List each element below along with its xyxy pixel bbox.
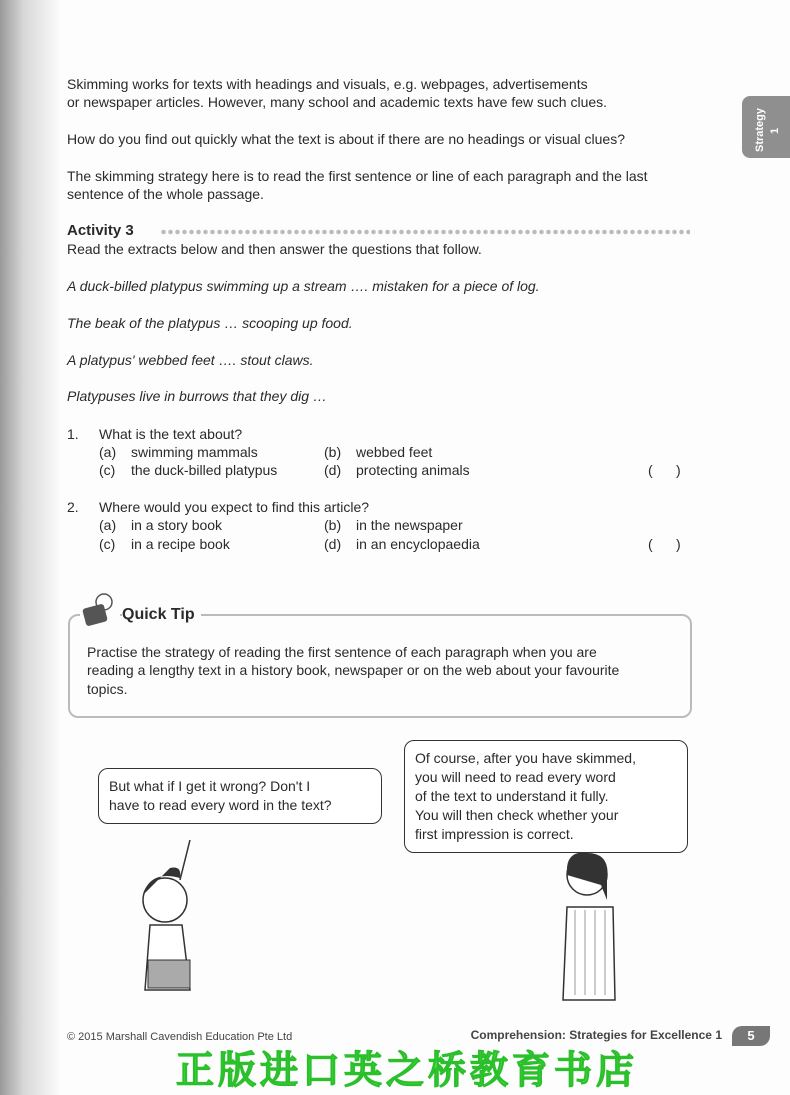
option-letter: (a)	[99, 517, 117, 533]
tab-label: Strategy	[754, 107, 766, 152]
answer-blank[interactable]: ( )	[648, 462, 681, 478]
option-text: in an encyclopaedia	[356, 536, 480, 552]
tab-number: 1	[769, 127, 781, 134]
option-text: the duck-billed platypus	[131, 462, 278, 478]
bubble-line: you will need to read every word	[415, 769, 616, 785]
option-text: in the newspaper	[356, 517, 463, 533]
page-number: 5	[732, 1026, 770, 1046]
intro-line: or newspaper articles. However, many school and academic texts have few such clues.	[67, 94, 608, 110]
quick-tip-title: Quick Tip	[122, 606, 201, 624]
woman-illustration	[545, 845, 635, 1005]
page-edge-shadow	[0, 0, 60, 1095]
option-letter: (a)	[99, 444, 117, 460]
girl-illustration	[120, 840, 230, 1010]
tip-line: reading a lengthy text in a history book, newspaper or on the web about your favourite	[87, 662, 620, 678]
book-title: Comprehension: Strategies for Excellence 1	[470, 1028, 722, 1042]
answer-blank[interactable]: ( )	[648, 536, 681, 552]
bubble-line: But what if I get it wrong? Don't I	[109, 778, 311, 794]
speech-bubble-left	[98, 768, 382, 824]
question-text: Where would you expect to find this article?	[99, 499, 370, 515]
option-text: in a story book	[131, 517, 223, 533]
option-letter: (d)	[324, 462, 342, 478]
bubble-line: Of course, after you have skimmed,	[415, 750, 636, 766]
intro-line: Skimming works for texts with headings and visuals, e.g. webpages, advertisements	[67, 76, 588, 92]
question-number: 2.	[67, 499, 79, 515]
question-number: 1.	[67, 426, 79, 442]
intro-question: How do you find out quickly what the text is about if there are no headings or visual clues?	[67, 131, 625, 147]
intro-line: sentence of the whole passage.	[67, 186, 264, 202]
extract: Platypuses live in burrows that they dig …	[67, 388, 327, 404]
bubble-line: first impression is correct.	[415, 826, 574, 842]
activity-instruction: Read the extracts below and then answer the questions that follow.	[67, 241, 482, 257]
copyright: © 2015 Marshall Cavendish Education Pte Ltd	[67, 1031, 293, 1043]
option-text: protecting animals	[356, 462, 470, 478]
option-letter: (b)	[324, 517, 342, 533]
option-letter: (b)	[324, 444, 342, 460]
bubble-line: of the text to understand it fully.	[415, 788, 609, 804]
extract: The beak of the platypus … scooping up food.	[67, 315, 353, 331]
lightbulb-book-icon	[80, 590, 120, 630]
option-letter: (c)	[99, 536, 116, 552]
bubble-line: You will then check whether your	[415, 807, 619, 823]
intro-line: The skimming strategy here is to read the first sentence or line of each paragraph and the last	[67, 168, 648, 184]
tip-line: Practise the strategy of reading the first sentence of each paragraph when you are	[87, 644, 597, 660]
option-letter: (d)	[324, 536, 342, 552]
activity-title: Activity 3	[67, 222, 134, 239]
option-text: webbed feet	[356, 444, 433, 460]
option-text: in a recipe book	[131, 536, 230, 552]
extract: A duck-billed platypus swimming up a stream …. mistaken for a piece of log.	[67, 278, 540, 294]
bubble-line: have to read every word in the text?	[109, 797, 332, 813]
tip-line: topics.	[87, 681, 128, 697]
option-text: swimming mammals	[131, 444, 258, 460]
watermark: 正版进口英之桥教育书店	[176, 1050, 639, 1092]
extract: A platypus' webbed feet …. stout claws.	[67, 352, 314, 368]
option-letter: (c)	[99, 462, 116, 478]
speech-bubble-right	[404, 740, 688, 853]
dotted-divider	[160, 229, 690, 235]
question-text: What is the text about?	[99, 426, 243, 442]
strategy-tab	[742, 96, 790, 158]
